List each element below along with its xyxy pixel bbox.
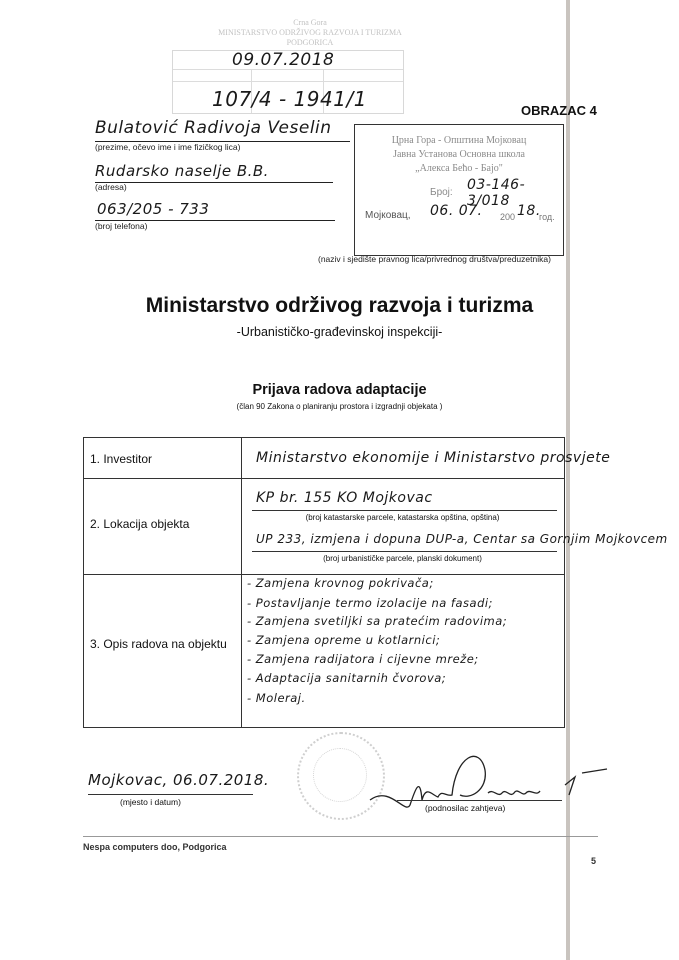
address-underline (95, 182, 333, 183)
ministry-title: Ministarstvo održivog razvoja i turizma (145, 294, 534, 317)
place-date-underline (88, 794, 253, 795)
place-date-value: Mojkovac, 06.07.2018. (88, 771, 270, 789)
applicant-name: Bulatović Radivoja Veselin (95, 118, 332, 138)
footer-company: Nespa computers doo, Podgorica (83, 842, 227, 852)
work-item: - Zamjena svetiljki sa pratećim radovima; (247, 614, 508, 628)
registry-stamp-header (190, 18, 430, 48)
investitor-value: Ministarstvo ekonomije i Ministarstvo prosvjete (256, 450, 611, 466)
work-item: - Adaptacija sanitarnih čvorova; (247, 671, 447, 685)
registry-stamp-line3: PODGORICA (286, 38, 334, 47)
location-urban-caption: (broj urbanističke parcele, planski dokument) (323, 554, 482, 563)
institution-place-label: Мојковац, (365, 210, 411, 221)
scan-artifact-line (566, 0, 570, 960)
institution-number-label: Број: (430, 187, 453, 198)
registry-stamp-line2: MINISTARSTVO ODRŽIVOG RAZVOJA I TURIZMA (218, 28, 402, 37)
form-title: Prijava radova adaptacije (252, 382, 427, 398)
institution-stamp (354, 124, 564, 256)
location-cadastral-value: KP br. 155 KO Mojkovac (256, 490, 433, 506)
applicant-address: Rudarsko naselje B.B. (95, 162, 269, 180)
applicant-phone-label: (broj telefona) (95, 221, 148, 231)
institution-number-value: 03-146-3/018 (467, 177, 526, 209)
received-date: 09.07.2018 (232, 50, 335, 70)
work-item: - Zamjena opreme u kotlarnici; (247, 633, 441, 647)
institution-line2: Јавна Установа Основна школа (393, 149, 525, 160)
location-cadastral-caption: (broj katastarske parcele, katastarska opština, opština) (305, 513, 500, 522)
table-column-divider (241, 438, 242, 727)
work-item: - Moleraj. (247, 691, 306, 705)
location-urban-value: UP 233, izmjena i dopuna DUP-a, Centar sa Gornjim Mojkovcem (256, 532, 668, 546)
signature-underline (397, 800, 562, 801)
table-row-divider (84, 478, 564, 479)
institution-line3: „Алексa Бећо - Бајо" (415, 163, 503, 174)
applicant-phone: 063/205 - 733 (97, 200, 210, 218)
form-subtitle: (član 90 Zakona o planiranju prostora i izgradnji objekata ) (236, 402, 443, 411)
work-item: - Zamjena radijatora i cijevne mreže; (247, 652, 479, 666)
page-number: 5 (591, 856, 597, 866)
row-label-lokacija: 2. Lokacija objekta (90, 517, 190, 531)
location-underline-2 (252, 551, 557, 552)
reference-number: 107/4 - 1941/1 (212, 87, 367, 111)
table-row-divider (84, 574, 564, 575)
institution-year-suffix: год. (539, 212, 555, 222)
work-item: - Zamjena krovnog pokrivača; (247, 576, 434, 590)
signer-label: (podnosilac zahtjeva) (425, 803, 506, 813)
institution-line1: Црна Гора - Општина Мојковац (391, 135, 527, 146)
form-code: OBRAZAC 4 (521, 103, 597, 118)
row-label-investitor: 1. Investitor (90, 452, 153, 466)
institution-caption: (naziv i sjedište pravnog lica/privrednog društva/preduzetnika) (318, 254, 551, 264)
registry-stamp-line1: Crna Gora (293, 18, 327, 27)
applicant-name-label: (prezime, očevo ime i ime fizičkog lica) (95, 142, 241, 152)
footer-divider (83, 836, 598, 837)
institution-year-value: 18. (517, 203, 541, 219)
location-underline-1 (252, 510, 557, 511)
application-table (83, 437, 668, 728)
row-label-opis: 3. Opis radova na objektu (90, 637, 227, 651)
institution-date-value: 06. 07. (430, 203, 483, 219)
applicant-address-label: (adresa) (95, 182, 127, 192)
place-date-label: (mjesto i datum) (120, 797, 181, 807)
department-subtitle: -Urbanističko-građevinskoj inspekciji- (236, 325, 443, 339)
work-item: - Postavljanje termo izolacije na fasadi; (247, 596, 493, 610)
institution-year-prefix: 200 (500, 212, 516, 222)
